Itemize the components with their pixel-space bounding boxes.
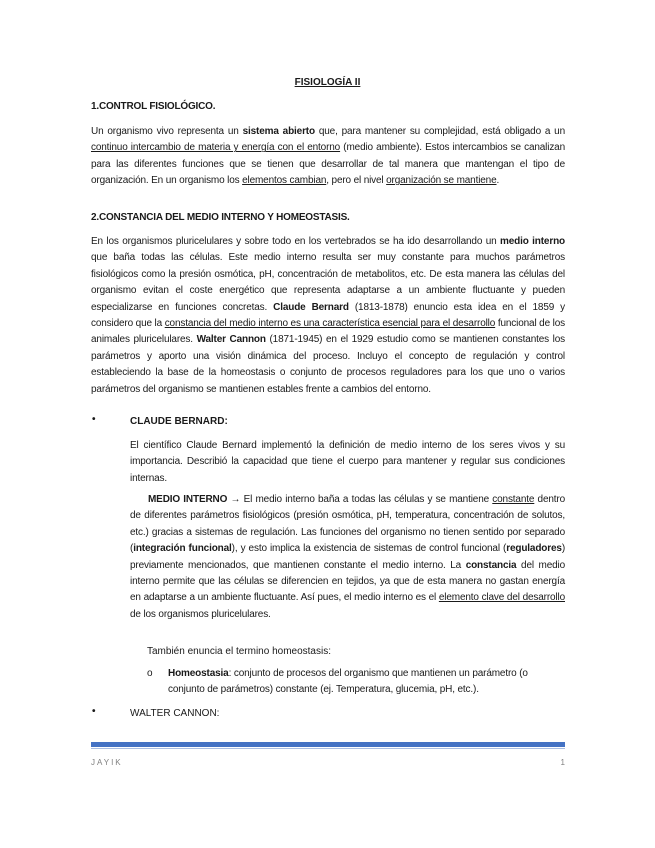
footer-accent-bar: [91, 742, 565, 747]
section-2-paragraph: En los organismos pluricelulares y sobre todo en los vertebrados se ha ido desarrollando un medio interno que baña todas las células. Este medio interno resulta ser muy constante para muchos parámetros fisiológicos como la presión osmótica, pH, concentración de metabolitos, etc. De esta manera las células del organismo evitan el coste energético que representa adaptarse a un ambiente fluctuante y pueden especializarse en funciones concretas. Claude Bernard (1813-1878) enuncio esta idea en el 1859 y considero que la constancia del medio interno es una característica esencial para el desarrollo funcional de los animales pluricelulares. Walter Cannon (1871-1945) en el 1929 estudio como se mantienen constantes los parámetros y aporto una visión dinámica del proceso. Incluyo el concepto de regulación y control estableciendo la base de la homeostasis o conjunto de procesos reguladores para los que uno o varios parámetros del organismo se mantienen estables frente a cambios del entorno.: [91, 236, 566, 395]
homeostasia-definition: Homeostasia: conjunto de procesos del organismo que mantienen un parámetro (o conjunto de parámetros) constante (ej. Temperatura, glucemia, pH, etc.).: [168, 668, 528, 696]
circle-bullet-icon: o: [147, 668, 153, 679]
medio-interno-paragraph: MEDIO INTERNO → El medio interno baña a todas las células y se mantiene constante dentro de diferentes parámetros fisiológicos (presión osmótica, pH, temperatura, concentración de solutos, etc.) gracias a sistemas de regulación. Las funciones del organismo no tienen sentido por separado (integración funcional), y esto implica la existencia de sistemas de control funcional (reguladores) previamente mencionados, que mantienen constante el medio interno. La constancia del medio interno permite que las células se diferencien en tejidos, ya que de esta manera no gastan energía en adaptarse a un ambiente fluctuante. Así pues, el medio interno es el elemento clave del desarrollo de los organismos pluricelulares.: [130, 494, 566, 620]
footer-divider: [91, 748, 565, 749]
claude-bernard-heading: CLAUDE BERNARD:: [130, 416, 228, 427]
section-2-heading: 2.CONSTANCIA DEL MEDIO INTERNO Y HOMEOSTASIS.: [91, 212, 350, 223]
section-1-heading: 1.CONTROL FISIOLÓGICO.: [91, 101, 216, 112]
walter-cannon-heading: WALTER CANNON:: [130, 708, 220, 719]
footer-page-number: 1: [560, 758, 565, 767]
bullet-icon: •: [92, 414, 96, 425]
footer-author: JAYIK: [91, 758, 123, 767]
bullet-icon: •: [92, 706, 96, 717]
page-title: FISIOLOGÍA II: [294, 77, 361, 88]
claude-bernard-paragraph: El científico Claude Bernard implementó la definición de medio interno de los seres vivos y su importancia. Describió la capacidad que tiene el cuerpo para mantener y regular sus condiciones internas.: [130, 440, 565, 484]
homeostasis-intro: También enuncia el termino homeostasis:: [147, 646, 331, 657]
section-1-paragraph: Un organismo vivo representa un sistema abierto que, para mantener su complejidad, está obligado a un continuo intercambio de materia y energía con el entorno (medio ambiente). Estos intercambios se canalizan para las diferentes funciones que se tienen que desarrollar de tal manera que mantengan el tipo de organización. En un organismo los elementos cambian, pero el nivel organización se mantiene.: [91, 126, 566, 187]
